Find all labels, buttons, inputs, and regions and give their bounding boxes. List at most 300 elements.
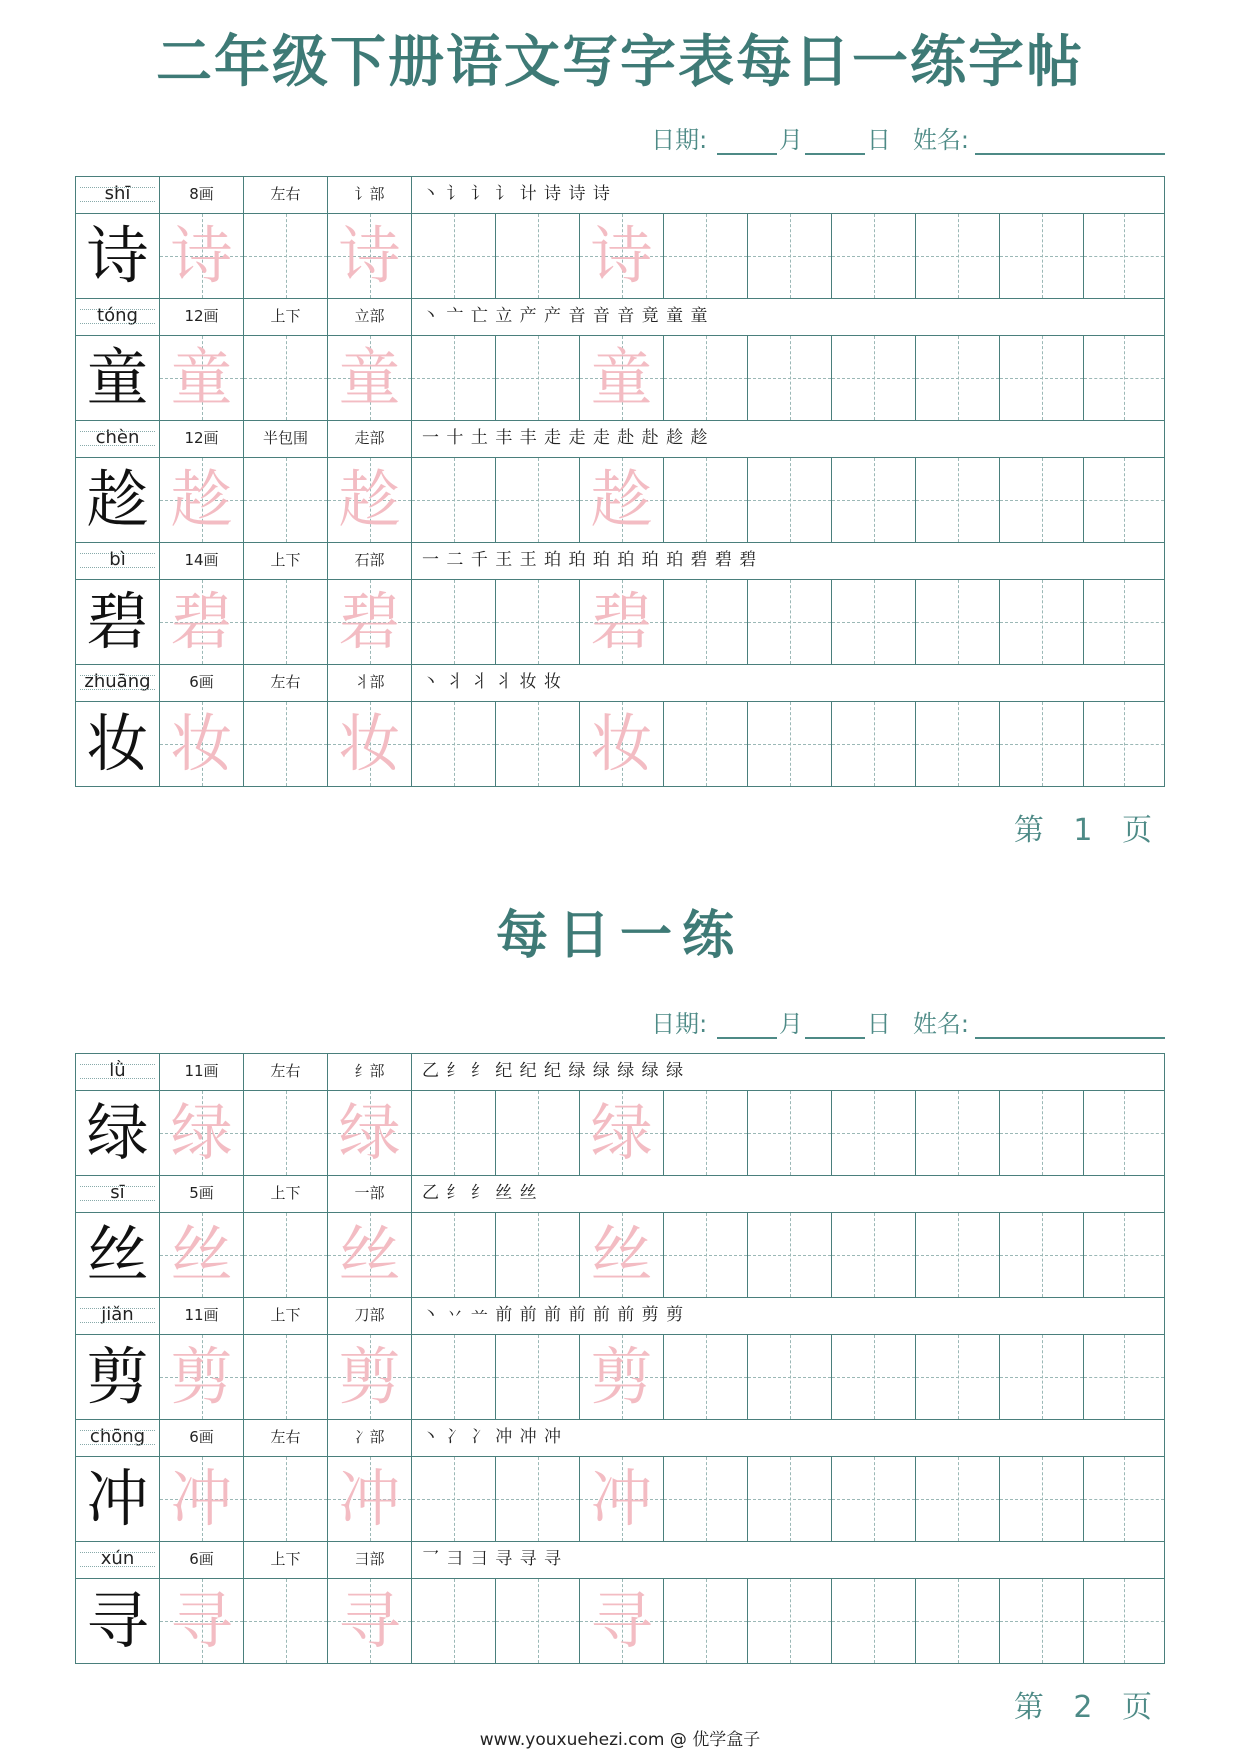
pinyin-label: xún — [76, 1542, 160, 1578]
practice-cell[interactable] — [244, 458, 328, 542]
structure-type: 上下 — [244, 1176, 328, 1212]
practice-cell[interactable] — [916, 1091, 1000, 1175]
stroke-step: 绿 — [592, 1061, 611, 1081]
stroke-step: 丷 — [446, 1305, 465, 1325]
stroke-step: 前 — [519, 1305, 538, 1325]
character-info-row — [76, 1298, 1164, 1335]
practice-cell[interactable] — [748, 702, 832, 786]
practice-cell[interactable] — [832, 1213, 916, 1297]
practice-cell[interactable] — [328, 580, 412, 664]
stroke-step: 妆 — [519, 672, 538, 692]
structure-type: 左右 — [244, 1054, 328, 1090]
practice-sheet-page-2 — [75, 1053, 1165, 1664]
stroke-count: 5画 — [160, 1176, 244, 1212]
radical-label: 丬部 — [328, 665, 412, 701]
practice-cell[interactable] — [580, 580, 664, 664]
practice-cell[interactable] — [916, 1335, 1000, 1419]
stroke-order — [412, 421, 1164, 457]
pinyin-label: zhuāng — [76, 665, 160, 701]
stroke-step: 妆 — [544, 672, 563, 692]
practice-cell[interactable] — [748, 1335, 832, 1419]
practice-cell[interactable] — [832, 336, 916, 420]
trace-character: 绿 — [590, 1096, 653, 1169]
practice-cell[interactable] — [412, 1335, 496, 1419]
practice-cell[interactable] — [328, 1091, 412, 1175]
trace-character: 诗 — [590, 219, 653, 292]
stroke-order — [412, 177, 1164, 213]
model-character-cell — [76, 1091, 160, 1175]
practice-cell[interactable] — [1084, 1091, 1164, 1175]
practice-cell[interactable] — [748, 458, 832, 542]
model-character: 寻 — [86, 1584, 149, 1657]
stroke-step: 珀 — [641, 550, 660, 570]
model-character: 趁 — [86, 463, 149, 536]
practice-cell[interactable] — [832, 1579, 916, 1663]
practice-cell[interactable] — [664, 1091, 748, 1175]
practice-cell[interactable] — [916, 1213, 1000, 1297]
character-info-row — [76, 1542, 1164, 1579]
practice-cell[interactable] — [244, 1457, 328, 1541]
practice-cell[interactable] — [412, 1579, 496, 1663]
stroke-count: 6画 — [160, 1420, 244, 1456]
practice-cell[interactable] — [832, 458, 916, 542]
practice-cell[interactable] — [664, 336, 748, 420]
practice-cell[interactable] — [1000, 214, 1084, 298]
practice-cell[interactable] — [748, 1579, 832, 1663]
practice-cell[interactable] — [832, 214, 916, 298]
practice-cell[interactable] — [580, 702, 664, 786]
date-name-line-2 — [651, 1004, 1165, 1039]
radical-label: 一部 — [328, 1176, 412, 1212]
practice-cell[interactable] — [916, 1579, 1000, 1663]
stroke-step: 乙 — [422, 1061, 440, 1081]
section-subtitle: 每日一练 — [495, 906, 744, 966]
practice-cell[interactable] — [412, 1457, 496, 1541]
practice-cell[interactable] — [580, 1213, 664, 1297]
practice-cell[interactable] — [916, 702, 1000, 786]
practice-cell[interactable] — [160, 1213, 244, 1297]
stroke-step: 产 — [519, 306, 538, 326]
day-label: 日 — [866, 1010, 891, 1038]
date-label: 日期: — [651, 126, 708, 154]
stroke-step: 一 — [422, 550, 440, 570]
practice-cell[interactable] — [1000, 1091, 1084, 1175]
day-blank[interactable] — [805, 129, 865, 155]
practice-cell[interactable] — [244, 702, 328, 786]
date-label: 日期: — [651, 1010, 708, 1038]
trace-character: 碧 — [590, 585, 653, 658]
model-character-cell — [76, 580, 160, 664]
practice-cell[interactable] — [664, 1213, 748, 1297]
stroke-step: 音 — [617, 306, 636, 326]
stroke-step: 立 — [495, 306, 514, 326]
structure-type: 上下 — [244, 299, 328, 335]
character-info-row — [76, 177, 1164, 214]
stroke-order — [412, 543, 1164, 579]
practice-cell[interactable] — [916, 458, 1000, 542]
practice-cell[interactable] — [328, 1579, 412, 1663]
stroke-step: 丝 — [495, 1183, 514, 1203]
practice-cell[interactable] — [832, 702, 916, 786]
practice-cell[interactable] — [580, 214, 664, 298]
day-label: 日 — [866, 126, 891, 154]
stroke-step: 一 — [422, 428, 440, 448]
stroke-step: 彐 — [470, 1549, 489, 1569]
pinyin-label: chèn — [76, 421, 160, 457]
stroke-step: 彐 — [446, 1549, 465, 1569]
stroke-step: 丬 — [446, 672, 465, 692]
character-entry — [76, 1176, 1164, 1298]
day-blank[interactable] — [805, 1013, 865, 1039]
character-info-row — [76, 1420, 1164, 1457]
pinyin-label: tóng — [76, 299, 160, 335]
stroke-step: 纟 — [446, 1061, 465, 1081]
practice-cell[interactable] — [1084, 1335, 1164, 1419]
practice-cell[interactable] — [496, 702, 580, 786]
practice-cell[interactable] — [748, 1457, 832, 1541]
stroke-step: 音 — [568, 306, 587, 326]
practice-cell[interactable] — [496, 214, 580, 298]
stroke-step: 䒑 — [470, 1305, 489, 1325]
character-entry — [76, 299, 1164, 421]
practice-cell[interactable] — [748, 1213, 832, 1297]
stroke-step: 竟 — [641, 306, 660, 326]
practice-cell[interactable] — [412, 702, 496, 786]
trace-character: 诗 — [338, 219, 401, 292]
trace-character: 剪 — [590, 1340, 653, 1413]
practice-cell[interactable] — [244, 214, 328, 298]
stroke-step: 寻 — [495, 1549, 514, 1569]
stroke-step: 丰 — [495, 428, 514, 448]
practice-cell[interactable] — [412, 1213, 496, 1297]
practice-cell[interactable] — [496, 458, 580, 542]
writing-grid-row — [76, 1457, 1164, 1542]
practice-cell[interactable] — [916, 1457, 1000, 1541]
character-entry — [76, 421, 1164, 543]
trace-character: 趁 — [338, 463, 401, 536]
stroke-step: 诗 — [544, 184, 563, 204]
stroke-step: 寻 — [519, 1549, 538, 1569]
stroke-step: 趁 — [690, 428, 709, 448]
practice-cell[interactable] — [580, 336, 664, 420]
model-character-cell — [76, 458, 160, 542]
month-blank[interactable] — [717, 1013, 777, 1039]
model-character: 诗 — [86, 219, 149, 292]
practice-cell[interactable] — [496, 1335, 580, 1419]
practice-cell[interactable] — [580, 1457, 664, 1541]
structure-type: 上下 — [244, 1542, 328, 1578]
character-entry — [76, 543, 1164, 665]
practice-cell[interactable] — [580, 1579, 664, 1663]
stroke-step: 寻 — [544, 1549, 563, 1569]
trace-character: 寻 — [590, 1584, 653, 1657]
practice-cell[interactable] — [496, 336, 580, 420]
radical-label: 石部 — [328, 543, 412, 579]
trace-character: 冲 — [338, 1462, 401, 1535]
practice-cell[interactable] — [1000, 1457, 1084, 1541]
stroke-count: 6画 — [160, 1542, 244, 1578]
stroke-step: 纪 — [495, 1061, 514, 1081]
stroke-step: 冲 — [544, 1427, 563, 1447]
model-character-cell — [76, 702, 160, 786]
structure-type: 上下 — [244, 1298, 328, 1334]
practice-cell[interactable] — [160, 1457, 244, 1541]
practice-cell[interactable] — [328, 1457, 412, 1541]
practice-cell[interactable] — [496, 1213, 580, 1297]
stroke-step: 乙 — [422, 1183, 440, 1203]
character-info-row — [76, 421, 1164, 458]
character-entry — [76, 177, 1164, 299]
radical-label: 立部 — [328, 299, 412, 335]
trace-character: 剪 — [338, 1340, 401, 1413]
trace-character: 妆 — [590, 707, 653, 780]
writing-grid-row — [76, 1579, 1164, 1663]
practice-sheet-page-1 — [75, 176, 1165, 787]
structure-type: 左右 — [244, 665, 328, 701]
practice-cell[interactable] — [160, 214, 244, 298]
practice-cell[interactable] — [1000, 458, 1084, 542]
practice-cell[interactable] — [1084, 702, 1164, 786]
practice-cell[interactable] — [412, 580, 496, 664]
stroke-step: 珀 — [568, 550, 587, 570]
practice-cell[interactable] — [1084, 1457, 1164, 1541]
footer-watermark: www.youxuehezi.com @ 优学盒子 — [479, 1730, 761, 1750]
stroke-step: 绿 — [568, 1061, 587, 1081]
practice-cell[interactable] — [412, 336, 496, 420]
practice-cell[interactable] — [832, 1335, 916, 1419]
stroke-step: 童 — [666, 306, 685, 326]
writing-grid-row — [76, 214, 1164, 299]
stroke-order — [412, 1176, 1164, 1212]
practice-cell[interactable] — [748, 1091, 832, 1175]
stroke-order — [412, 1054, 1164, 1090]
practice-cell[interactable] — [160, 1091, 244, 1175]
page-title: 二年级下册语文写字表每日一练字帖 — [156, 30, 1084, 95]
practice-cell[interactable] — [664, 1457, 748, 1541]
practice-cell[interactable] — [1084, 580, 1164, 664]
radical-label: 刀部 — [328, 1298, 412, 1334]
practice-cell[interactable] — [1084, 1213, 1164, 1297]
model-character: 剪 — [86, 1340, 149, 1413]
stroke-step: 走 — [544, 428, 563, 448]
trace-character: 冲 — [590, 1462, 653, 1535]
stroke-step: 讠 — [446, 184, 465, 204]
writing-grid-row — [76, 336, 1164, 421]
stroke-count: 11画 — [160, 1054, 244, 1090]
practice-cell[interactable] — [664, 458, 748, 542]
stroke-step: 丶 — [422, 1305, 440, 1325]
stroke-step: 珀 — [617, 550, 636, 570]
practice-cell[interactable] — [160, 702, 244, 786]
stroke-order — [412, 1420, 1164, 1456]
trace-character: 童 — [590, 341, 653, 414]
practice-cell[interactable] — [1000, 702, 1084, 786]
month-label: 月 — [778, 126, 803, 154]
practice-cell[interactable] — [160, 1335, 244, 1419]
stroke-order — [412, 1542, 1164, 1578]
radical-label: 走部 — [328, 421, 412, 457]
practice-cell[interactable] — [1084, 336, 1164, 420]
stroke-step: 赴 — [617, 428, 636, 448]
stroke-step: 前 — [617, 1305, 636, 1325]
practice-cell[interactable] — [496, 1457, 580, 1541]
model-character-cell — [76, 1579, 160, 1663]
writing-grid-row — [76, 1091, 1164, 1176]
practice-cell[interactable] — [1000, 1213, 1084, 1297]
stroke-step: 纟 — [470, 1061, 489, 1081]
stroke-order — [412, 299, 1164, 335]
structure-type: 左右 — [244, 1420, 328, 1456]
practice-cell[interactable] — [1084, 458, 1164, 542]
stroke-order — [412, 1298, 1164, 1334]
practice-cell[interactable] — [328, 702, 412, 786]
pinyin-label: sī — [76, 1176, 160, 1212]
page-number-1: 第 1 页 — [1013, 813, 1162, 848]
page-number-2: 第 2 页 — [1013, 1690, 1162, 1725]
stroke-step: 前 — [592, 1305, 611, 1325]
stroke-step: 剪 — [666, 1305, 685, 1325]
practice-cell[interactable] — [328, 1335, 412, 1419]
practice-cell[interactable] — [748, 214, 832, 298]
trace-character: 碧 — [170, 585, 233, 658]
practice-cell[interactable] — [244, 1335, 328, 1419]
stroke-step: 丬 — [495, 672, 514, 692]
practice-cell[interactable] — [1000, 1579, 1084, 1663]
stroke-step: 王 — [495, 550, 514, 570]
practice-cell[interactable] — [664, 214, 748, 298]
stroke-step: 前 — [568, 1305, 587, 1325]
stroke-step: 冲 — [495, 1427, 514, 1447]
stroke-step: 王 — [519, 550, 538, 570]
radical-label: 冫部 — [328, 1420, 412, 1456]
name-blank[interactable] — [975, 129, 1165, 155]
character-info-row — [76, 543, 1164, 580]
stroke-step: 绿 — [617, 1061, 636, 1081]
model-character-cell — [76, 1335, 160, 1419]
practice-cell[interactable] — [244, 580, 328, 664]
structure-type: 上下 — [244, 543, 328, 579]
trace-character: 趁 — [590, 463, 653, 536]
date-name-line — [651, 120, 1165, 155]
trace-character: 趁 — [170, 463, 233, 536]
practice-cell[interactable] — [916, 214, 1000, 298]
practice-cell[interactable] — [496, 1091, 580, 1175]
pinyin-label: lǜ — [76, 1054, 160, 1090]
trace-character: 丝 — [590, 1218, 653, 1291]
stroke-step: 诗 — [568, 184, 587, 204]
stroke-step: 丝 — [519, 1183, 538, 1203]
trace-character: 碧 — [338, 585, 401, 658]
model-character-cell — [76, 336, 160, 420]
model-character: 妆 — [86, 707, 149, 780]
practice-cell[interactable] — [580, 1335, 664, 1419]
stroke-step: 童 — [690, 306, 709, 326]
name-label: 姓名: — [912, 126, 969, 154]
stroke-step: 音 — [592, 306, 611, 326]
practice-cell[interactable] — [1000, 336, 1084, 420]
character-info-row — [76, 665, 1164, 702]
character-entry — [76, 1420, 1164, 1542]
character-info-row — [76, 1176, 1164, 1213]
practice-cell[interactable] — [1000, 580, 1084, 664]
practice-cell[interactable] — [412, 1091, 496, 1175]
stroke-order — [412, 665, 1164, 701]
practice-cell[interactable] — [664, 1579, 748, 1663]
practice-cell[interactable] — [916, 580, 1000, 664]
practice-cell[interactable] — [1084, 214, 1164, 298]
practice-cell[interactable] — [496, 1579, 580, 1663]
practice-cell[interactable] — [160, 1579, 244, 1663]
writing-grid-row — [76, 458, 1164, 543]
trace-character: 丝 — [170, 1218, 233, 1291]
structure-type: 半包围 — [244, 421, 328, 457]
practice-cell[interactable] — [832, 1457, 916, 1541]
stroke-count: 12画 — [160, 421, 244, 457]
practice-cell[interactable] — [244, 1213, 328, 1297]
trace-character: 寻 — [338, 1584, 401, 1657]
trace-character: 剪 — [170, 1340, 233, 1413]
practice-cell[interactable] — [328, 458, 412, 542]
writing-grid-row — [76, 702, 1164, 786]
practice-cell[interactable] — [496, 580, 580, 664]
practice-cell[interactable] — [748, 336, 832, 420]
practice-cell[interactable] — [160, 458, 244, 542]
practice-cell[interactable] — [328, 214, 412, 298]
stroke-step: 前 — [544, 1305, 563, 1325]
practice-cell[interactable] — [580, 458, 664, 542]
stroke-step: 纟 — [446, 1183, 465, 1203]
practice-cell[interactable] — [412, 458, 496, 542]
practice-cell[interactable] — [832, 580, 916, 664]
trace-character: 童 — [338, 341, 401, 414]
stroke-count: 11画 — [160, 1298, 244, 1334]
stroke-step: 剪 — [641, 1305, 660, 1325]
practice-cell[interactable] — [664, 580, 748, 664]
month-blank[interactable] — [717, 129, 777, 155]
practice-cell[interactable] — [580, 1091, 664, 1175]
practice-cell[interactable] — [916, 336, 1000, 420]
stroke-step: 讠 — [470, 184, 489, 204]
practice-cell[interactable] — [412, 214, 496, 298]
character-entry — [76, 665, 1164, 786]
practice-cell[interactable] — [1000, 1335, 1084, 1419]
practice-cell[interactable] — [160, 336, 244, 420]
character-entry — [76, 1054, 1164, 1176]
stroke-step: 产 — [544, 306, 563, 326]
writing-grid-row — [76, 580, 1164, 665]
practice-cell[interactable] — [1084, 1579, 1164, 1663]
practice-cell[interactable] — [664, 702, 748, 786]
practice-cell[interactable] — [664, 1335, 748, 1419]
practice-cell[interactable] — [328, 1213, 412, 1297]
stroke-step: 赴 — [641, 428, 660, 448]
practice-cell[interactable] — [160, 580, 244, 664]
stroke-step: 绿 — [641, 1061, 660, 1081]
name-blank[interactable] — [975, 1013, 1165, 1039]
practice-cell[interactable] — [832, 1091, 916, 1175]
stroke-step: 丶 — [422, 672, 440, 692]
stroke-step: 珀 — [666, 550, 685, 570]
practice-cell[interactable] — [244, 336, 328, 420]
model-character-cell — [76, 214, 160, 298]
practice-cell[interactable] — [328, 336, 412, 420]
practice-cell[interactable] — [244, 1579, 328, 1663]
practice-cell[interactable] — [748, 580, 832, 664]
stroke-step: 乛 — [422, 1549, 440, 1569]
trace-character: 诗 — [170, 219, 233, 292]
practice-cell[interactable] — [244, 1091, 328, 1175]
pinyin-label: chōng — [76, 1420, 160, 1456]
